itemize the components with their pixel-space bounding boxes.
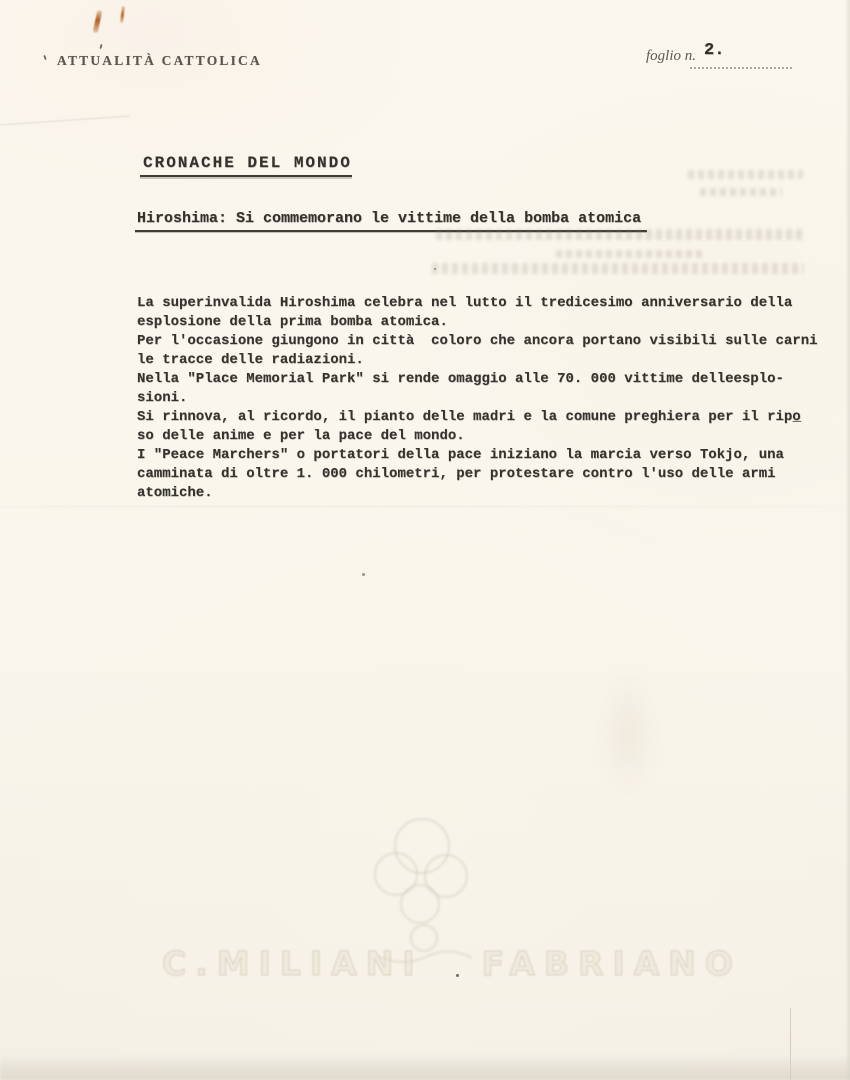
page-bottom-edge — [0, 1054, 850, 1080]
rust-stain — [93, 10, 103, 34]
bleed-through-text — [432, 263, 804, 274]
ink-speck — [99, 44, 102, 49]
letterhead-title: ATTUALITÀ CATTOLICA — [57, 53, 262, 68]
watermark-maker: C.MILIANI — [162, 944, 424, 983]
watermark-emblem-icon — [348, 798, 498, 968]
paper-fold-line — [0, 506, 850, 507]
article-headline: Hiroshima: Si commemorano le vittime della bomba atomica — [137, 210, 642, 227]
body-line: camminata di oltre 1. 000 chilometri, per protestare contro l'uso delle armi — [137, 466, 776, 482]
body-line: Per l'occasione giungono in città coloro che ancora portano visibili sulle carni — [137, 333, 818, 349]
watermark-text — [162, 944, 742, 983]
body-line: esplosione della prima bomba atomica. — [137, 314, 448, 330]
bleed-through-text — [700, 188, 782, 196]
body-line: so delle anime e per la pace del mondo. — [137, 428, 465, 444]
watermark-brand: FABRIANO — [481, 944, 742, 983]
bleed-through-text — [556, 250, 706, 258]
bleed-through-text — [688, 170, 803, 179]
body-line: I "Peace Marchers" o portatori della pace iniziano la marcia verso Tokjo, una — [137, 447, 784, 463]
article-body — [137, 294, 837, 503]
ink-speck — [362, 573, 365, 576]
body-line: sioni. — [137, 390, 188, 406]
page-right-edge-shadow — [845, 0, 850, 1080]
rust-stain — [120, 6, 125, 23]
body-line: La superinvalida Hiroshima celebra nel lutto il tredicesimo anniversario della — [137, 295, 793, 311]
body-line: atomiche. — [137, 485, 213, 501]
bleed-through-text — [436, 229, 804, 240]
body-line: le tracce delle radiazioni. — [137, 352, 364, 368]
folio-number: 2. — [704, 41, 725, 60]
paper-crease — [0, 115, 130, 125]
body-line: Si rinnova, al ricordo, il pianto delle madri e la comune preghiera per il ripo̲ — [137, 409, 801, 425]
section-title-underline — [140, 175, 352, 177]
folio-label: foglio n. — [646, 48, 697, 64]
ink-speck — [43, 55, 46, 60]
body-line: Nella "Place Memorial Park" si rende omaggio alle 70. 000 vittime delleesplo- — [137, 371, 784, 387]
section-title: CRONACHE DEL MONDO — [143, 154, 352, 172]
paper-smudge — [598, 668, 658, 798]
